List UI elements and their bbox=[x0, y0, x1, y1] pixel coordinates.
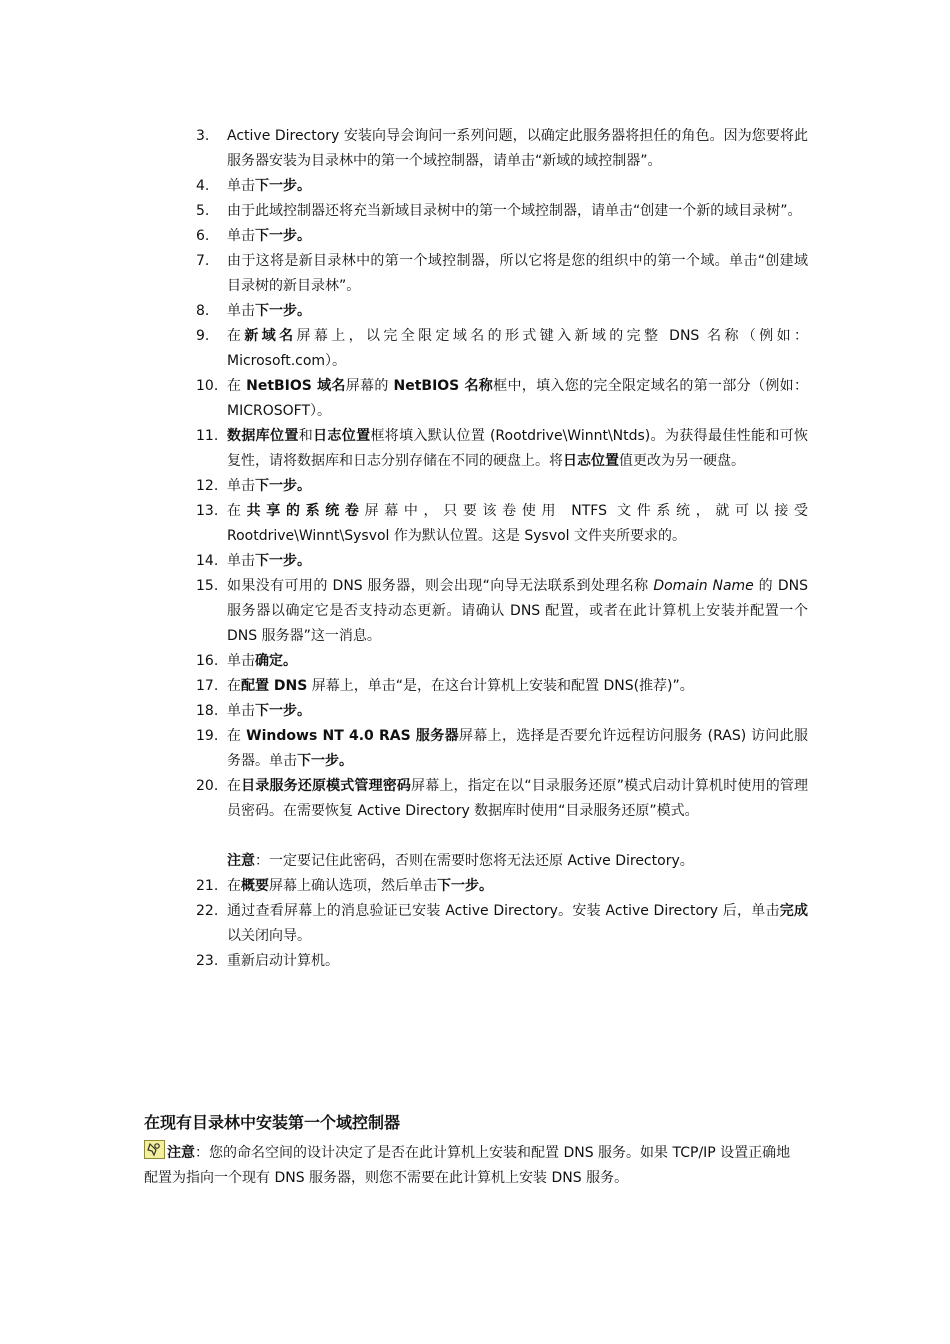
list-item: 13. 在共享的系统卷屏幕中，只要该卷使用 NTFS 文件系统，就可以接受 Rootdrive\Winnt\Sysvol 作为默认位置。这是 Sysvol 文件夹所要求的。 bbox=[196, 503, 808, 544]
list-item: 10. 在 NetBIOS 域名屏幕的 NetBIOS 名称框中，填入您的完全限定域名的第一部分（例如：MICROSOFT）。 bbox=[196, 378, 808, 419]
list-item: 15. 如果没有可用的 DNS 服务器，则会出现“向导无法联系到处理名称 Domain Name 的 DNS 服务器以确定它是否支持动态更新。请确认 DNS 配置，或者在此计算机上安装并配置一个 DNS 服务器”这一消息。 bbox=[196, 578, 808, 644]
list-item: 19. 在 Windows NT 4.0 RAS 服务器屏幕上，选择是否要允许远程访问服务 (RAS) 访问此服务器。单击下一步。 bbox=[196, 728, 808, 769]
list-item: 3. Active Directory 安装向导会询问一系列问题，以确定此服务器将担任的角色。因为您要将此服务器安装为目录林中的第一个域控制器，请单击“新域的域控制器”。 bbox=[196, 128, 808, 169]
bottom-note: 注意：您的命名空间的设计决定了是否在此计算机上安装和配置 DNS 服务。如果 TCP/IP 设置正确地配置为指向一个现有 DNS 服务器，则您不需要在此计算机上安装 DNS 服务。 bbox=[144, 1140, 804, 1191]
list-item: 11. 数据库位置和日志位置框将填入默认位置 (Rootdrive\Winnt\Ntds)。为获得最佳性能和可恢复性，请将数据库和日志分别存储在不同的硬盘上。将日志位置值更改为另一硬盘。 bbox=[196, 428, 809, 469]
list-item: 16. 单击确定。 bbox=[196, 653, 297, 669]
step-list bbox=[196, 124, 808, 974]
list-item: 22. 通过查看屏幕上的消息验证已安装 Active Directory。安装 Active Directory 后，单击完成以关闭向导。 bbox=[196, 903, 808, 944]
list-item: 7. 由于这将是新目录林中的第一个域控制器，所以它将是您的组织中的第一个域。单击“创建域目录树的新目录林”。 bbox=[196, 253, 808, 294]
list-item: 18. 单击下一步。 bbox=[196, 703, 311, 719]
list-item: 21. 在概要屏幕上确认选项，然后单击下一步。 bbox=[196, 878, 493, 894]
list-item: 17. 在配置 DNS 屏幕上，单击“是，在这台计算机上安装和配置 DNS(推荐)”。 bbox=[196, 678, 694, 694]
list-item: 5. 由于此域控制器还将充当新域目录树中的第一个域控制器，请单击“创建一个新的域目录树”。 bbox=[196, 203, 802, 219]
list-item: 8. 单击下一步。 bbox=[196, 303, 311, 319]
note-paragraph: 注意：一定要记住此密码，否则在需要时您将无法还原 Active Directory。 bbox=[227, 853, 694, 869]
note-icon bbox=[144, 1140, 165, 1159]
section-heading: 在现有目录林中安装第一个域控制器 bbox=[144, 1113, 401, 1132]
list-item: 9. 在新域名屏幕上，以完全限定域名的形式键入新域的完整 DNS 名称（例如：Microsoft.com）。 bbox=[196, 328, 808, 369]
list-item: 6. 单击下一步。 bbox=[196, 228, 311, 244]
list-item: 20. 在目录服务还原模式管理密码屏幕上，指定在以“目录服务还原”模式启动计算机时使用的管理员密码。在需要恢复 Active Directory 数据库时使用“目录服务还原”模式。 bbox=[196, 778, 809, 819]
list-item: 23. 重新启动计算机。 bbox=[196, 953, 339, 969]
list-item: 14. 单击下一步。 bbox=[196, 553, 311, 569]
list-item: 12. 单击下一步。 bbox=[196, 478, 311, 494]
list-item: 4. 单击下一步。 bbox=[196, 178, 311, 194]
